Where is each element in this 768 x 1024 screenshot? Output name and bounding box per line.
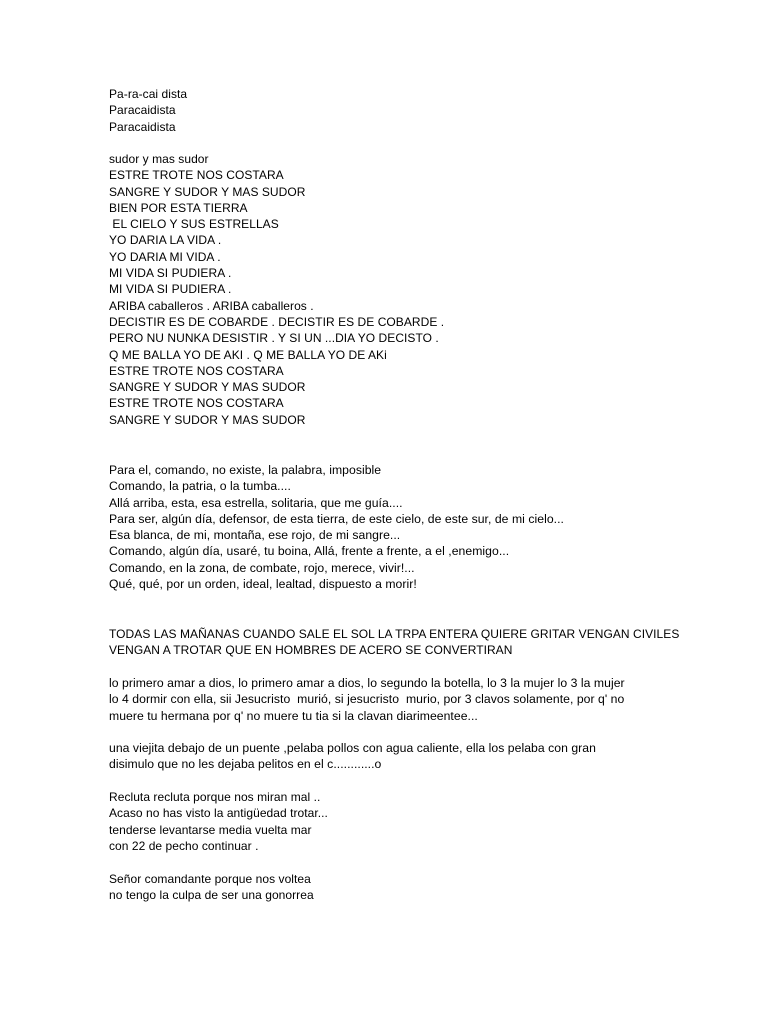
text-line: lo primero amar a dios, lo primero amar a dios, lo segundo la botella, lo 3 la mujer lo 3 la mujer	[109, 676, 625, 690]
text-line: EL CIELO Y SUS ESTRELLAS	[109, 217, 279, 232]
text-line: Comando, en la zona, de combate, rojo, merece, vivir!...	[109, 560, 415, 575]
text-line: Señor comandante porque nos voltea	[109, 872, 311, 886]
text-line: BIEN POR ESTA TIERRA	[109, 200, 248, 215]
text-line: YO DARIA LA VIDA .	[109, 233, 222, 248]
text-line: Acaso no has visto la antigüedad trotar...	[109, 806, 328, 821]
text-line: MI VIDA SI PUDIERA .	[109, 282, 232, 297]
text-line: lo 4 dormir con ella, sii Jesucristo murió, si jesucristo murio, por 3 clavos solamente, por q' no	[109, 692, 625, 707]
text-line: Paracaidista	[109, 119, 176, 134]
text-line: Q ME BALLA YO DE AKI . Q ME BALLA YO DE AKi	[109, 347, 387, 362]
text-line: muere tu hermana por q' no muere tu tia si la clavan diarimeentee...	[109, 708, 478, 723]
text-line: Paracaidista	[109, 103, 176, 118]
text-line: Comando, algún día, usaré, tu boina, Allá, frente a frente, a el ,enemigo...	[109, 544, 510, 559]
text-line: Qué, qué, por un orden, ideal, lealtad, dispuesto a morir!	[109, 577, 417, 592]
text-line: no tengo la culpa de ser una gonorrea	[109, 888, 314, 903]
text-line: YO DARIA MI VIDA .	[109, 249, 221, 264]
text-line: ESTRE TROTE NOS COSTARA	[109, 396, 284, 411]
text-line: Recluta recluta porque nos miran mal ..	[109, 790, 321, 804]
text-line: sudor y mas sudor	[109, 152, 209, 166]
text-line: Para el, comando, no existe, la palabra, imposible	[109, 463, 382, 477]
text-line: VENGAN A TROTAR QUE EN HOMBRES DE ACERO SE CONVERTIRAN	[109, 643, 513, 658]
mananas-stanza	[109, 626, 689, 659]
text-line: Esa blanca, de mi, montaña, ese rojo, de mi sangre...	[109, 528, 401, 543]
text-line: con 22 de pecho continuar .	[109, 838, 259, 853]
text-line: SANGRE Y SUDOR Y MAS SUDOR	[109, 380, 306, 395]
text-line: ESTRE TROTE NOS COSTARA	[109, 363, 284, 378]
text-line: SANGRE Y SUDOR Y MAS SUDOR	[109, 412, 306, 427]
text-line: disimulo que no les dejaba pelitos en el c............o	[109, 757, 382, 772]
text-line: DECISTIR ES DE COBARDE . DECISTIR ES DE COBARDE .	[109, 314, 445, 329]
text-line: MI VIDA SI PUDIERA .	[109, 266, 232, 281]
chant-stanza	[109, 151, 689, 428]
text-line: Para ser, algún día, defensor, de esta tierra, de este cielo, de este sur, de mi cielo...	[109, 511, 564, 526]
text-line: tenderse levantarse media vuelta mar	[109, 822, 312, 837]
text-line: una viejita debajo de un puente ,pelaba pollos con agua caliente, ella los pelaba con gran	[109, 741, 596, 755]
text-line: Comando, la patria, o la tumba....	[109, 479, 291, 494]
comando-stanza	[109, 462, 689, 592]
viejita-stanza	[109, 740, 689, 773]
text-line: PERO NU NUNKA DESISTIR . Y SI UN ...DIA YO DECISTO .	[109, 331, 439, 346]
text-line: Pa-ra-cai dista	[109, 87, 188, 101]
recluta-stanza	[109, 789, 689, 854]
comandante-stanza	[109, 871, 689, 904]
title-stanza	[109, 86, 689, 135]
text-line: ARIBA caballeros . ARIBA caballeros .	[109, 298, 314, 313]
text-line: TODAS LAS MAÑANAS CUANDO SALE EL SOL LA TRPA ENTERA QUIERE GRITAR VENGAN CIVILES	[109, 627, 680, 641]
text-line: Allá arriba, esta, esa estrella, solitaria, que me guía....	[109, 495, 403, 510]
primero-stanza	[109, 675, 689, 724]
text-line: SANGRE Y SUDOR Y MAS SUDOR	[109, 184, 306, 199]
text-line: ESTRE TROTE NOS COSTARA	[109, 168, 284, 183]
